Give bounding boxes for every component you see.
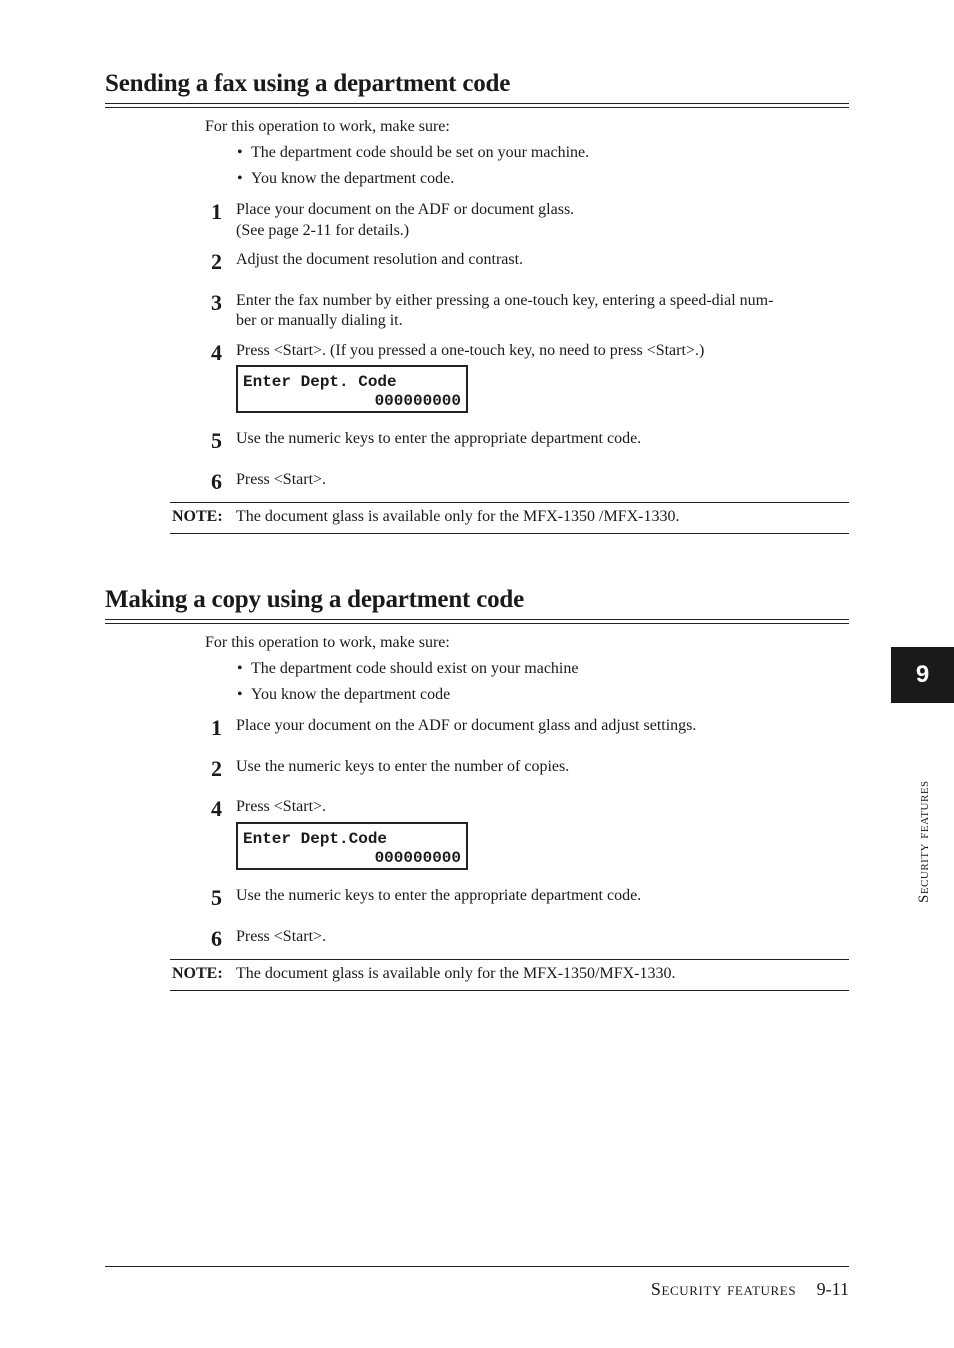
step-number: 6	[211, 926, 222, 951]
chapter-tab: 9	[891, 647, 954, 703]
step-text: Use the numeric keys to enter the appropriate department code.	[236, 430, 642, 447]
note-top-rule	[170, 959, 849, 960]
lcd-line-2: 000000000	[374, 849, 461, 867]
section-heading: Making a copy using a department code	[105, 586, 525, 613]
heading-rule	[105, 619, 849, 620]
bullet-dot: •	[237, 686, 243, 703]
step-number: 2	[211, 756, 222, 781]
note-label: NOTE:	[172, 508, 223, 525]
note-text: The document glass is available only for the MFX-1350 /MFX-1330.	[236, 508, 680, 525]
bullet-item: You know the department code.	[251, 170, 455, 187]
step-text: Press <Start>.	[236, 798, 327, 815]
step-number: 4	[211, 340, 222, 365]
lcd-line-2: 000000000	[374, 392, 461, 410]
lcd-line-1: Enter Dept.Code	[243, 830, 388, 848]
intro-text: For this operation to work, make sure:	[205, 118, 450, 135]
bullet-item: The department code should be set on your machine.	[251, 144, 590, 161]
step-number: 4	[211, 796, 222, 821]
step-text: Use the numeric keys to enter the number of copies.	[236, 758, 570, 775]
step-text: Place your document on the ADF or document glass.	[236, 201, 575, 218]
step-number: 6	[211, 469, 222, 494]
heading-rule	[105, 107, 849, 108]
footer-section-title: Security features	[650, 1279, 797, 1299]
lcd-display	[236, 365, 468, 413]
step-number: 3	[211, 290, 222, 315]
step-number: 2	[211, 249, 222, 274]
note-top-rule	[170, 502, 849, 503]
intro-text: For this operation to work, make sure:	[205, 634, 450, 651]
step-text: Place your document on the ADF or document glass and adjust settings.	[236, 717, 697, 734]
heading-rule	[105, 623, 849, 624]
footer-rule	[105, 1266, 849, 1267]
step-number: 1	[211, 715, 222, 740]
bullet-item: The department code should exist on your machine	[251, 660, 579, 677]
note-label: NOTE:	[172, 965, 223, 982]
note-text: The document glass is available only for the MFX-1350/MFX-1330.	[236, 965, 676, 982]
step-text: Use the numeric keys to enter the appropriate department code.	[236, 887, 642, 904]
step-text: (See page 2-11 for details.)	[236, 222, 410, 239]
chapter-side-label: Security features	[916, 780, 932, 903]
note-bottom-rule	[170, 533, 849, 534]
note-bottom-rule	[170, 990, 849, 991]
step-number: 5	[211, 885, 222, 910]
step-text: Enter the fax number by either pressing a one-touch key, entering a speed-dial num-	[236, 292, 774, 309]
step-number: 5	[211, 428, 222, 453]
bullet-item: You know the department code	[251, 686, 451, 703]
section-heading: Sending a fax using a department code	[105, 70, 511, 97]
bullet-dot: •	[237, 144, 243, 161]
lcd-display	[236, 822, 468, 870]
lcd-line-1: Enter Dept. Code	[243, 373, 397, 391]
page-footer	[651, 1279, 849, 1300]
step-text: Adjust the document resolution and contrast.	[236, 251, 524, 268]
bullet-dot: •	[237, 660, 243, 677]
page-number: 9-11	[816, 1279, 849, 1299]
bullet-dot: •	[237, 170, 243, 187]
step-text: Press <Start>.	[236, 928, 327, 945]
step-text: ber or manually dialing it.	[236, 312, 403, 329]
step-text: Press <Start>.	[236, 471, 327, 488]
step-number: 1	[211, 199, 222, 224]
step-text: Press <Start>. (If you pressed a one-touch key, no need to press <Start>.)	[236, 342, 705, 359]
heading-rule	[105, 103, 849, 104]
